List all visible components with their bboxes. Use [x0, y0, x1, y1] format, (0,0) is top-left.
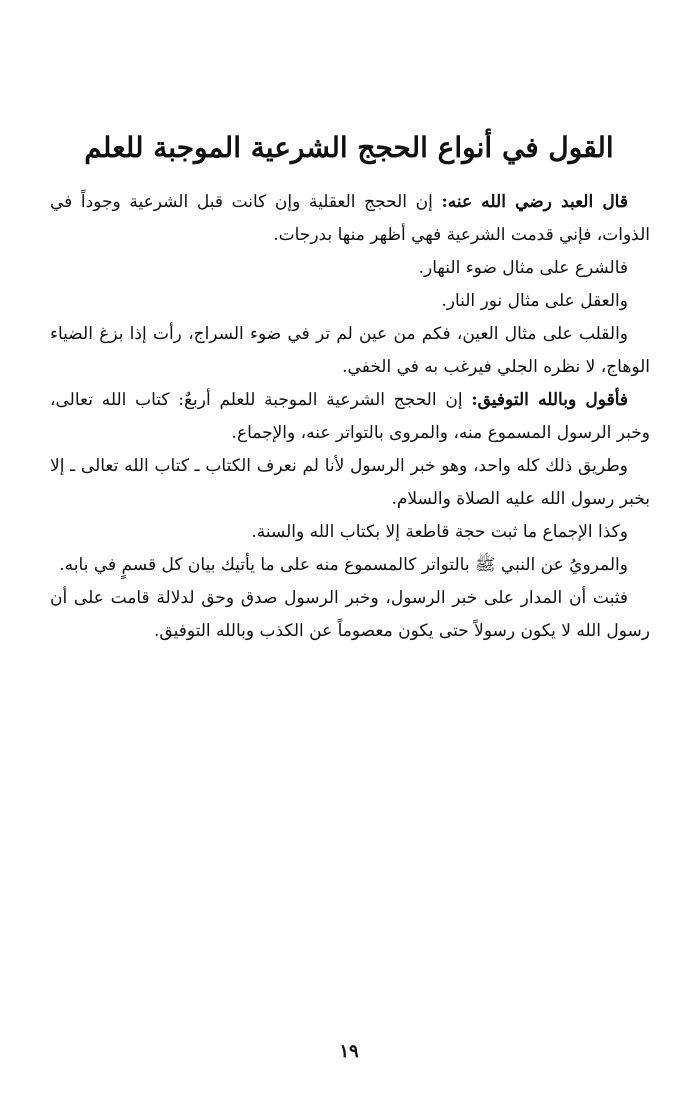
- paragraph-8: [50, 549, 650, 582]
- paragraph-9: [50, 582, 650, 648]
- chapter-title: القول في أنواع الحجج الشرعية الموجبة للعلم: [84, 131, 614, 164]
- paragraph-text: وكذا الإجماع ما ثبت حجة قاطعة إلا بكتاب الله والسنة.: [251, 522, 628, 542]
- page-number: ١٩: [339, 1041, 359, 1062]
- paragraph-6: [50, 450, 650, 516]
- paragraph-lead: قال العبد رضي الله عنه:: [441, 192, 628, 212]
- paragraph-text: والعقل على مثال نور النار.: [441, 291, 628, 311]
- paragraph-4: [50, 318, 650, 384]
- body-text: [50, 186, 650, 648]
- paragraph-text: إن الحجج الشرعية الموجبة للعلم أربعٌ: كتاب الله تعالى، وخبر الرسول المسموع منه، والمروى بالتواتر عنه، والإجماع.: [50, 390, 650, 443]
- paragraph-text: فالشرع على مثال ضوء النهار.: [418, 258, 628, 278]
- paragraph-5: [50, 384, 650, 450]
- paragraph-2: [50, 252, 650, 285]
- paragraph-lead: فأقول وبالله التوفيق:: [471, 390, 628, 410]
- paragraph-text: إن الحجج العقلية وإن كانت قبل الشرعية وجوداً في الذوات، فإني قدمت الشرعية فهي أظهر منها بدرجات.: [50, 192, 650, 245]
- paragraph-1: [50, 186, 650, 252]
- paragraph-7: [50, 516, 650, 549]
- paragraph-text: والمرويُ عن النبي ﷺ بالتواتر كالمسموع منه على ما يأتيك بيان كل قسمٍ في بابه.: [59, 555, 628, 575]
- paragraph-3: [50, 285, 650, 318]
- paragraph-text: فثبت أن المدار على خبر الرسول، وخبر الرسول صدق وحق لدلالة قامت على أن رسول الله لا يكون رسولاً حتى يكون معصوماً عن الكذب وبالله التوفيق.: [50, 588, 650, 641]
- paragraph-text: والقلب على مثال العين، فكم من عين لم تر في ضوء السراج، رأت إذا بزغ الضياء الوهاج، لا نظره الجلي فيرغب به في الخفي.: [50, 324, 650, 377]
- paragraph-text: وطريق ذلك كله واحد، وهو خبر الرسول لأنا لم نعرف الكتاب ـ كتاب الله تعالى ـ إلا بخبر رسول الله عليه الصلاة والسلام.: [50, 456, 650, 509]
